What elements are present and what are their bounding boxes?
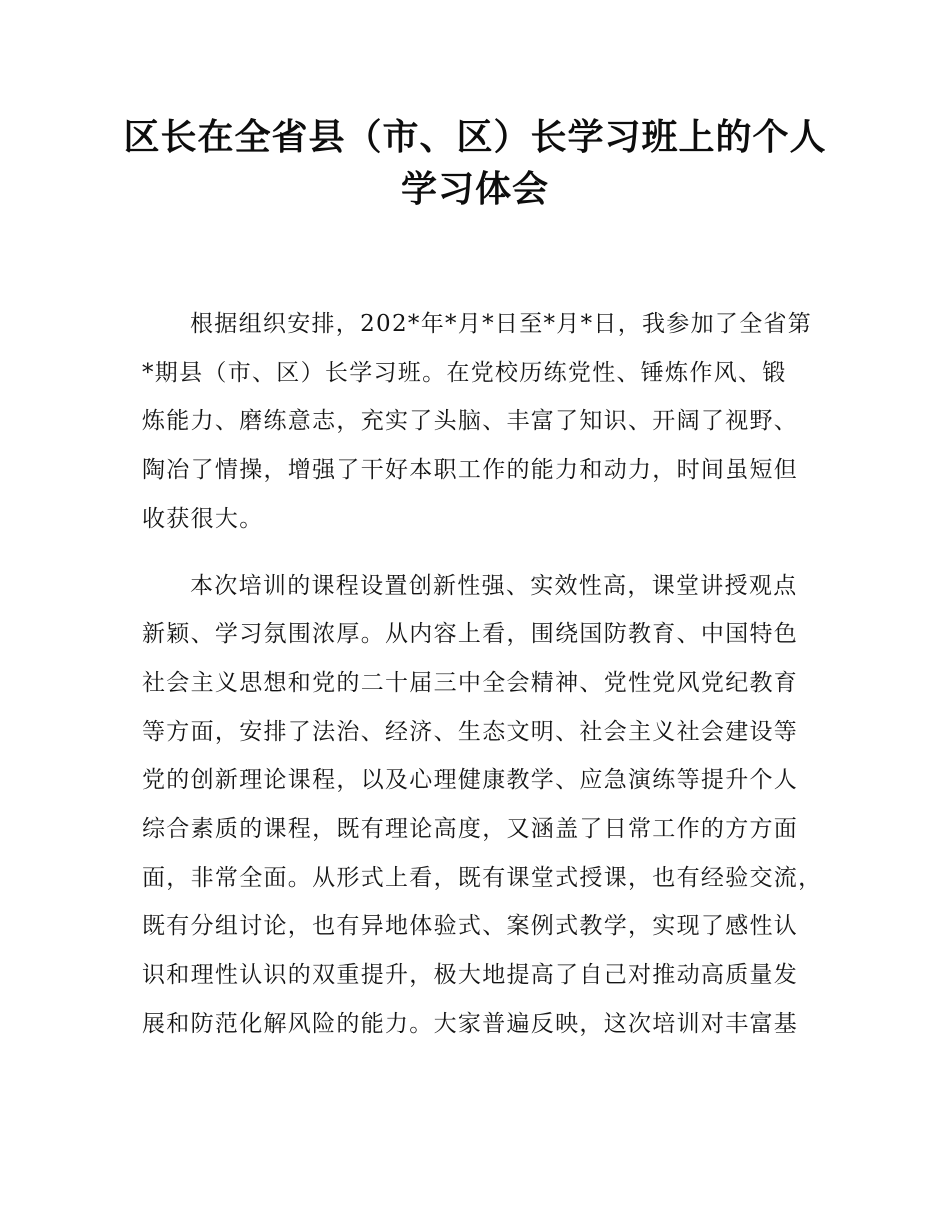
paragraph-line: 根据组织安排，202*年*月*日至*月*日，我参加了全省第	[190, 311, 813, 337]
paragraph-2	[142, 562, 832, 1049]
paragraph-line: 展和防范化解风险的能力。大家普遍反映，这次培训对丰富基	[142, 1010, 799, 1037]
paragraph-line: 新颖、学习氛围浓厚。从内容上看，围绕国防教育、中国特色	[142, 621, 799, 648]
paragraph-line: 识和理性认识的双重提升，极大地提高了自己对推动高质量发	[142, 962, 799, 989]
paragraph-line: 党的创新理论课程，以及心理健康教学、应急演练等提升个人	[142, 767, 799, 794]
paragraph-line: 面，非常全面。从形式上看，既有课堂式授课，也有经验交流，	[142, 864, 823, 891]
paragraph-line: 炼能力、磨练意志，充实了头脑、丰富了知识、开阔了视野、	[142, 408, 799, 435]
paragraph-line: 既有分组讨论，也有异地体验式、案例式教学，实现了感性认	[142, 913, 799, 940]
document-title	[100, 112, 850, 216]
paragraph-line: 综合素质的课程，既有理论高度，又涵盖了日常工作的方方面	[142, 816, 799, 843]
title-line-1: 区长在全省县（市、区）长学习班上的个人	[123, 117, 827, 158]
paragraph-line: *期县（市、区）长学习班。在党校历练党性、锤炼作风、锻	[142, 359, 787, 386]
paragraph-1	[142, 300, 832, 544]
paragraph-line: 等方面，安排了法治、经济、生态文明、社会主义社会建设等	[142, 718, 799, 745]
paragraph-line: 本次培训的课程设置创新性强、实效性高，课堂讲授观点	[190, 572, 798, 599]
paragraph-line: 收获很大。	[142, 505, 264, 532]
document-body	[142, 300, 832, 1067]
title-line-2: 学习体会	[400, 169, 549, 210]
paragraph-line: 陶冶了情操，增强了干好本职工作的能力和动力，时间虽短但	[142, 457, 799, 484]
paragraph-line: 社会主义思想和党的二十届三中全会精神、党性党风党纪教育	[142, 669, 799, 696]
